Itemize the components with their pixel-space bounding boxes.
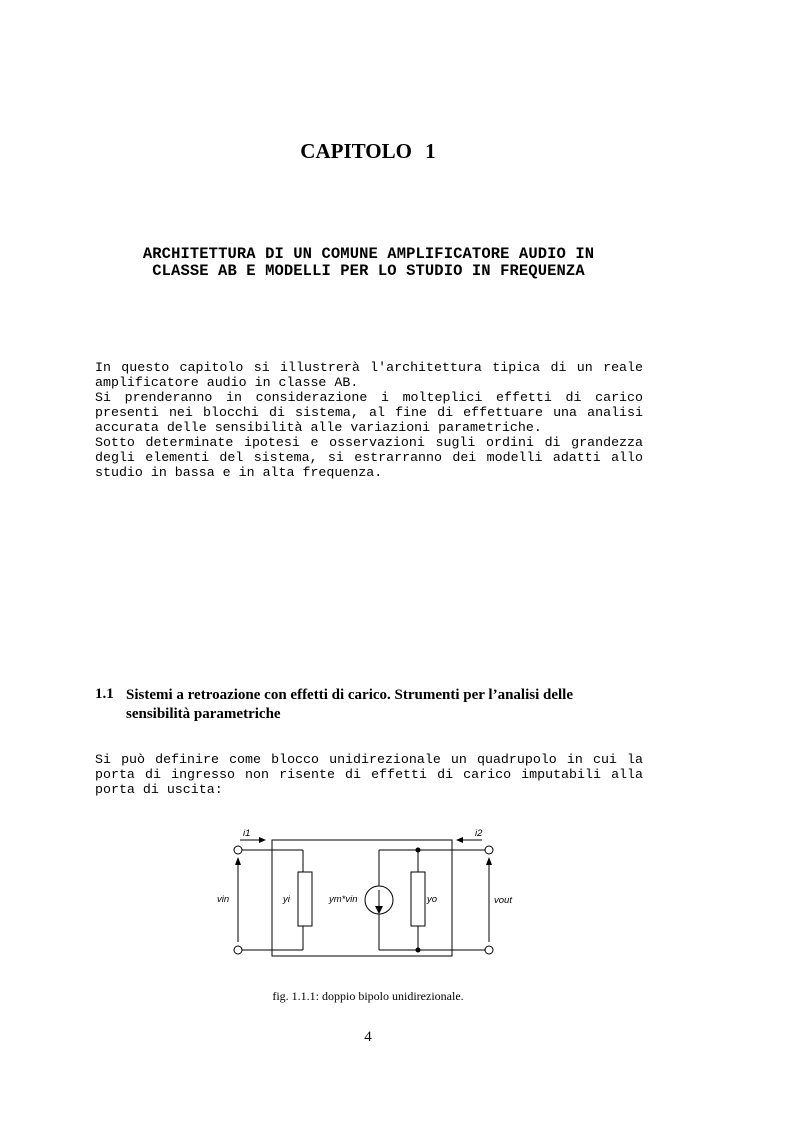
body-paragraph [95,752,643,797]
label-yi: yi [283,894,290,905]
chapter-subtitle [95,246,642,280]
label-i2: i2 [475,828,483,839]
intro-sentence: In questo capitolo si illustrerà l'architettura tipica di un reale amplificatore audio in classe AB. [95,360,643,390]
body-text: Si può definire come blocco unidirezionale un quadrupolo in cui la porta di ingresso non risente di effetti di carico imputabili alla porta di uscita: [95,752,643,797]
intro-sentence: Si prenderanno in considerazione i molteplici effetti di carico presenti nei blocchi di sistema, al fine di effettuare una analisi accurata delle sensibilità alle variazioni parametriche. [95,390,643,435]
chapter-subtitle-line-2: CLASSE AB E MODELLI PER LO STUDIO IN FREQUENZA [152,262,585,280]
output-terminal-bottom [485,946,493,954]
junction-dot [416,948,421,953]
label-vin: vin [217,894,230,905]
label-vout: vout [494,895,512,906]
figure-caption: fig. 1.1.1: doppio bipolo unidirezionale. [272,989,464,1003]
page-number: 4 [364,1029,372,1045]
yi-resistor [298,872,312,926]
label-i1: i1 [243,828,251,839]
chapter-title: CAPITOLO 1 [300,139,436,163]
intro-paragraph [95,360,643,480]
output-terminal-top [485,846,493,854]
section-title: Sistemi a retroazione con effetti di carico. Strumenti per l’analisi delle sensibilità parametriche [126,687,573,722]
input-terminal-bottom [234,946,242,954]
two-port-circuit-diagram [210,822,520,964]
input-terminal-top [234,846,242,854]
chapter-subtitle-line-1: ARCHITETTURA DI UN COMUNE AMPLIFICATORE AUDIO IN [142,245,595,263]
current-source-arrowhead [375,906,383,914]
section-number: 1.1 [95,686,114,702]
intro-sentence: Sotto determinate ipotesi e osservazioni sugli ordini di grandezza degli elementi del sistema, si estrarranno dei modelli adatti allo studio in bassa e in alta frequenza. [95,435,643,480]
label-gm: ym*vin [329,894,358,905]
yo-resistor [411,872,425,926]
label-yo: yo [427,894,438,905]
junction-dot [416,848,421,853]
